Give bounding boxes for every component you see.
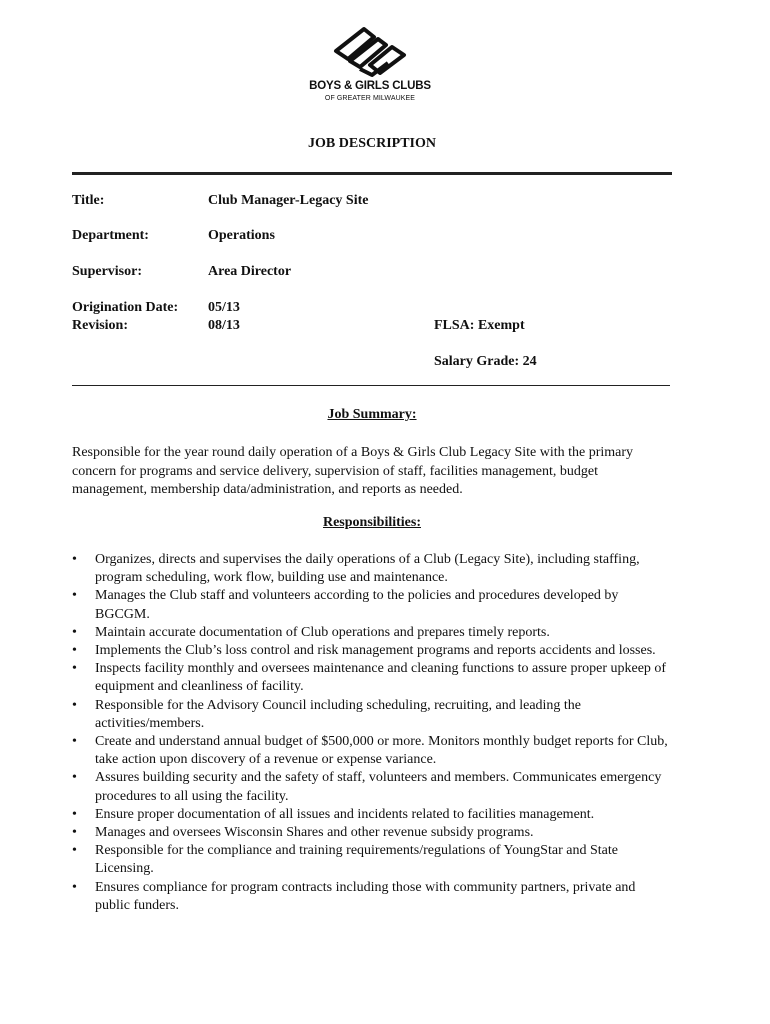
list-item: • Manages and oversees Wisconsin Shares and other revenue subsidy programs. (72, 824, 672, 842)
department-value: Operations (208, 228, 275, 243)
flsa-status: FLSA: Exempt (434, 318, 525, 333)
list-item: • Inspects facility monthly and oversees maintenance and cleaning functions to assure proper upkeep of equipment and cleanliness of facility. (72, 660, 672, 696)
list-item: • Manages the Club staff and volunteers according to the policies and procedures developed by BGCGM. (72, 587, 672, 623)
job-summary-text: Responsible for the year round daily operation of a Boys & Girls Club Legacy Site with the primary concern for programs and service delivery, supervision of staff, facilities management, budget management, membership data/administration, and reports as needed. (72, 445, 634, 497)
list-item: • Ensure proper documentation of all issues and incidents related to facilities management. (72, 806, 672, 824)
supervisor-label: Supervisor: (72, 264, 142, 279)
list-item: • Organizes, directs and supervises the daily operations of a Club (Legacy Site), including staffing, program scheduling, work flow, building use and maintenance. (72, 551, 672, 587)
section-divider (72, 385, 670, 386)
responsibilities-list (72, 551, 672, 915)
list-item: • Responsible for the Advisory Council including scheduling, recruiting, and leading the activities/members. (72, 697, 672, 733)
list-item: • Implements the Club’s loss control and risk management programs and reports accidents and losses. (72, 642, 672, 660)
organization-logo (300, 25, 440, 105)
salary-grade: Salary Grade: 24 (434, 354, 537, 369)
clasped-hands-logo-icon (330, 25, 410, 79)
list-item: • Create and understand annual budget of $500,000 or more. Monitors monthly budget reports for Club, take action upon discovery of a revenue or expense variance. (72, 733, 672, 769)
header-divider (72, 172, 672, 175)
title-label: Title: (72, 193, 105, 208)
document-title: JOB DESCRIPTION (308, 136, 436, 151)
origination-date-label: Origination Date: (72, 300, 179, 315)
list-item: • Ensures compliance for program contracts including those with community partners, private and public funders. (72, 879, 672, 915)
list-item: • Responsible for the compliance and training requirements/regulations of YoungStar and State Licensing. (72, 842, 672, 878)
responsibilities-heading: Responsibilities: (322, 515, 421, 530)
origination-date-value: 05/13 (208, 300, 240, 315)
logo-name: BOYS & GIRLS CLUBS (309, 80, 431, 92)
revision-value: 08/13 (208, 318, 240, 333)
logo-subtitle: OF GREATER MILWAUKEE (324, 95, 416, 102)
job-summary-heading: Job Summary: (327, 407, 417, 422)
revision-label: Revision: (72, 318, 128, 333)
list-item: • Assures building security and the safety of staff, volunteers and members. Communicates emergency procedures to all using the facility. (72, 769, 672, 805)
department-label: Department: (72, 228, 149, 243)
title-value: Club Manager-Legacy Site (208, 193, 369, 208)
list-item: • Maintain accurate documentation of Club operations and prepares timely reports. (72, 624, 672, 642)
supervisor-value: Area Director (208, 264, 292, 279)
